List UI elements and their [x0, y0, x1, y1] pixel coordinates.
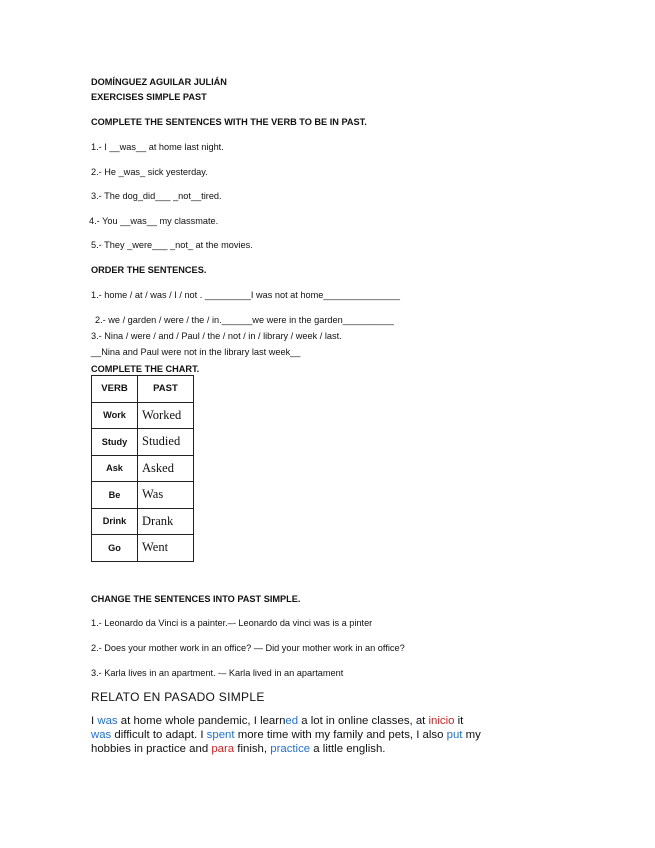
chart-row [92, 402, 194, 429]
change-item: 1.- Leonardo da Vinci is a painter.–- Leonardo da vinci was is a pinter [91, 618, 373, 628]
sentence-item: 2.- He _was_ sick yesterday. [91, 167, 208, 177]
story-spanish-word: para [211, 742, 235, 755]
story-segment: I [91, 715, 98, 727]
chart-header-row [92, 376, 194, 403]
story-segment: it [454, 715, 464, 727]
chart-verb-cell: Drink [92, 508, 138, 535]
worksheet-title: EXERCISES SIMPLE PAST [91, 92, 207, 102]
chart-header-past: PAST [138, 376, 194, 403]
sentence-item: 4.- You __was__ my classmate. [89, 216, 219, 226]
story-verb: spent [206, 728, 235, 741]
chart-past-cell: Went [138, 535, 194, 562]
story-verb: ed [285, 715, 299, 727]
story-segment: at home whole pandemic, I learn [117, 715, 286, 727]
chart-heading: COMPLETE THE CHART. [91, 364, 200, 374]
chart-past-cell: Worked [138, 402, 194, 429]
sentence-item: 5.- They _were___ _not_ at the movies. [91, 240, 253, 250]
order-item: 3.- Nina / were / and / Paul / the / not / in / library / week / last. [91, 331, 342, 341]
order-item-answer: __Nina and Paul were not in the library last week__ [91, 347, 301, 357]
chart-verb-cell: Study [92, 429, 138, 456]
chart-verb-cell: Ask [92, 455, 138, 482]
chart-past-cell: Studied [138, 429, 194, 456]
chart-past-cell: Was [138, 482, 194, 509]
chart-row [92, 482, 194, 509]
chart-row [92, 429, 194, 456]
story-segment: a little english. [310, 742, 386, 755]
change-item: 2.- Does your mother work in an office? — Did your mother work in an office? [91, 643, 405, 653]
chart-row [92, 455, 194, 482]
sentence-item: 1.- I __was__ at home last night. [91, 142, 224, 152]
story-segment: more time with my family and pets, I also [234, 728, 447, 741]
chart-header-verb: VERB [92, 376, 138, 403]
chart-verb-cell: Work [92, 402, 138, 429]
story-spanish-word: inicio [428, 715, 455, 727]
section-complete-sentences-heading: COMPLETE THE SENTENCES WITH THE VERB TO BE IN PAST. [91, 117, 367, 127]
verb-chart [91, 375, 194, 562]
sentence-item: 3.- The dog_did___ _not__tired. [91, 191, 222, 201]
order-item: 2.- we / garden / were / the / in.______we were in the garden__________ [95, 315, 394, 325]
section-order-sentences-heading: ORDER THE SENTENCES. [91, 265, 207, 275]
chart-verb-cell: Be [92, 482, 138, 509]
story-segment: finish, [234, 742, 271, 755]
student-name: DOMÍNGUEZ AGUILAR JULIÁN [91, 77, 227, 87]
story-title: RELATO EN PASADO SIMPLE [91, 690, 265, 704]
story-segment: a lot in online classes, at [298, 715, 429, 727]
story-segment: difficult to adapt. I [111, 728, 207, 741]
chart-row [92, 508, 194, 535]
story-verb: practice [270, 742, 311, 755]
change-item: 3.- Karla lives in an apartment. -– Karla lived in an apartament [91, 668, 344, 678]
chart-row [92, 535, 194, 562]
order-item: 1.- home / at / was / I / not . _________I was not at home_______________ [91, 290, 401, 300]
story-verb: was [91, 728, 112, 741]
story-verb: was [97, 715, 118, 727]
chart-past-cell: Drank [138, 508, 194, 535]
story-segment: my hobbies in practice and [91, 728, 481, 755]
story-paragraph [91, 715, 481, 756]
story-verb: put [446, 728, 463, 741]
chart-past-cell: Asked [138, 455, 194, 482]
chart-verb-cell: Go [92, 535, 138, 562]
section-change-sentences-heading: CHANGE THE SENTENCES INTO PAST SIMPLE. [91, 594, 301, 604]
